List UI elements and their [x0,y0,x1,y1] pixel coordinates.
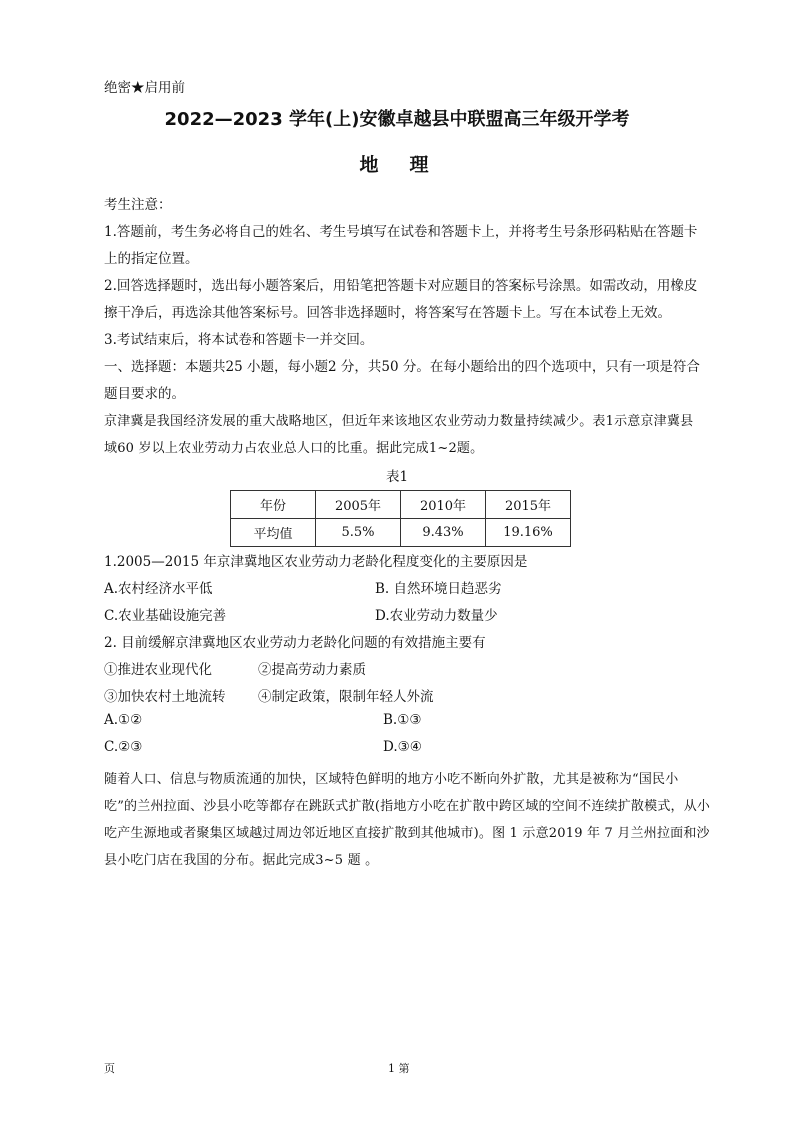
notice-item3: 3.考试结束后，将本试卷和答题卡一并交回。 [104,332,374,348]
q1-stem: 1.2005—2015 年京津冀地区农业劳动力老龄化程度变化的主要原因是 [104,554,528,570]
table-cell: 9.43% [401,519,486,547]
notice-item1-line1: 1.答题前，考生务必将自己的姓名、考生号填写在试卷和答题卡上，并将考生号条形码粘贴在答题卡 [104,224,698,240]
q2-option-c: C.②③ [104,739,143,755]
q2-item2: ②提高劳动力素质 [258,662,366,678]
q2-option-d: D.③④ [383,739,422,755]
passage2-line2: 吃”的兰州拉面、沙县小吃等都存在跳跃式扩散(指地方小吃在扩散中跨区域的空间不连续扩散模式，从小 [104,799,711,814]
q2-item3: ③加快农村土地流转 [104,689,226,705]
table-cell: 19.16% [486,519,571,547]
table-cell: 平均值 [231,519,316,547]
exam-title: 2022—2023 学年(上)安徽卓越县中联盟高三年级开学考 [164,109,630,130]
q1-option-c: C.农业基础设施完善 [104,608,227,624]
q1-option-a: A.农村经济水平低 [104,581,213,597]
table1-caption: 表1 [385,469,409,485]
notice-heading: 考生注意： [104,197,172,213]
q2-stem: 2. 目前缓解京津冀地区农业劳动力老龄化问题的有效措施主要有 [104,635,486,651]
passage2-line4: 县小吃门店在我国的分布。据此完成3~5 题 。 [104,853,379,868]
notice-item2-line1: 2.回答选择题时，选出每小题答案后，用铅笔把答题卡对应题目的答案标号涂黑。如需改动，用橡皮 [104,278,698,294]
subject-title: 地 理 [359,154,435,176]
page-number: 1 第 [388,1062,410,1075]
table-row [231,519,571,547]
section1-line1: 一、选择题：本题共25 小题，每小题2 分，共50 分。在每小题给出的四个选项中，只有一项是符合 [104,359,700,375]
section1-line2: 题目要求的。 [104,386,185,402]
passage2-line1: 随着人口、信息与物质流通的加快，区域特色鲜明的地方小吃不断向外扩散，尤其是被称为“国民小 [104,772,679,787]
q1-option-b: B. 自然环境日趋恶劣 [375,581,502,597]
secret-label: 绝密★启用前 [104,80,185,96]
table1 [230,490,571,547]
notice-item2-line2: 擦干净后，再选涂其他答案标号。回答非选择题时，将答案写在答题卡上。写在本试卷上无效。 [104,305,671,321]
table-row [231,491,571,519]
passage1-line2: 域60 岁以上农业劳动力占农业总人口的比重。据此完成1~2题。 [104,441,484,456]
q2-item1: ①推进农业现代化 [104,662,212,678]
q2-item4: ④制定政策，限制年轻人外流 [258,689,434,705]
q1-option-d: D.农业劳动力数量少 [375,608,498,624]
passage1-line1: 京津冀是我国经济发展的重大战略地区，但近年来该地区农业劳动力数量持续减少。表1示意京津冀县 [104,414,694,429]
table-cell: 2010年 [401,491,486,519]
notice-item1-line2: 上的指定位置。 [104,251,199,267]
q2-option-b: B.①③ [383,712,422,728]
q2-option-a: A.①② [104,712,143,728]
table-cell: 5.5% [316,519,401,547]
table-cell: 2005年 [316,491,401,519]
passage2-line3: 吃产生源地或者聚集区域越过周边邻近地区直接扩散到其他城市)。图 1 示意2019 年 7 月兰州拉面和沙 [104,826,710,841]
table-cell: 2015年 [486,491,571,519]
table-cell: 年份 [231,491,316,519]
footer-left: 页 [104,1062,115,1075]
